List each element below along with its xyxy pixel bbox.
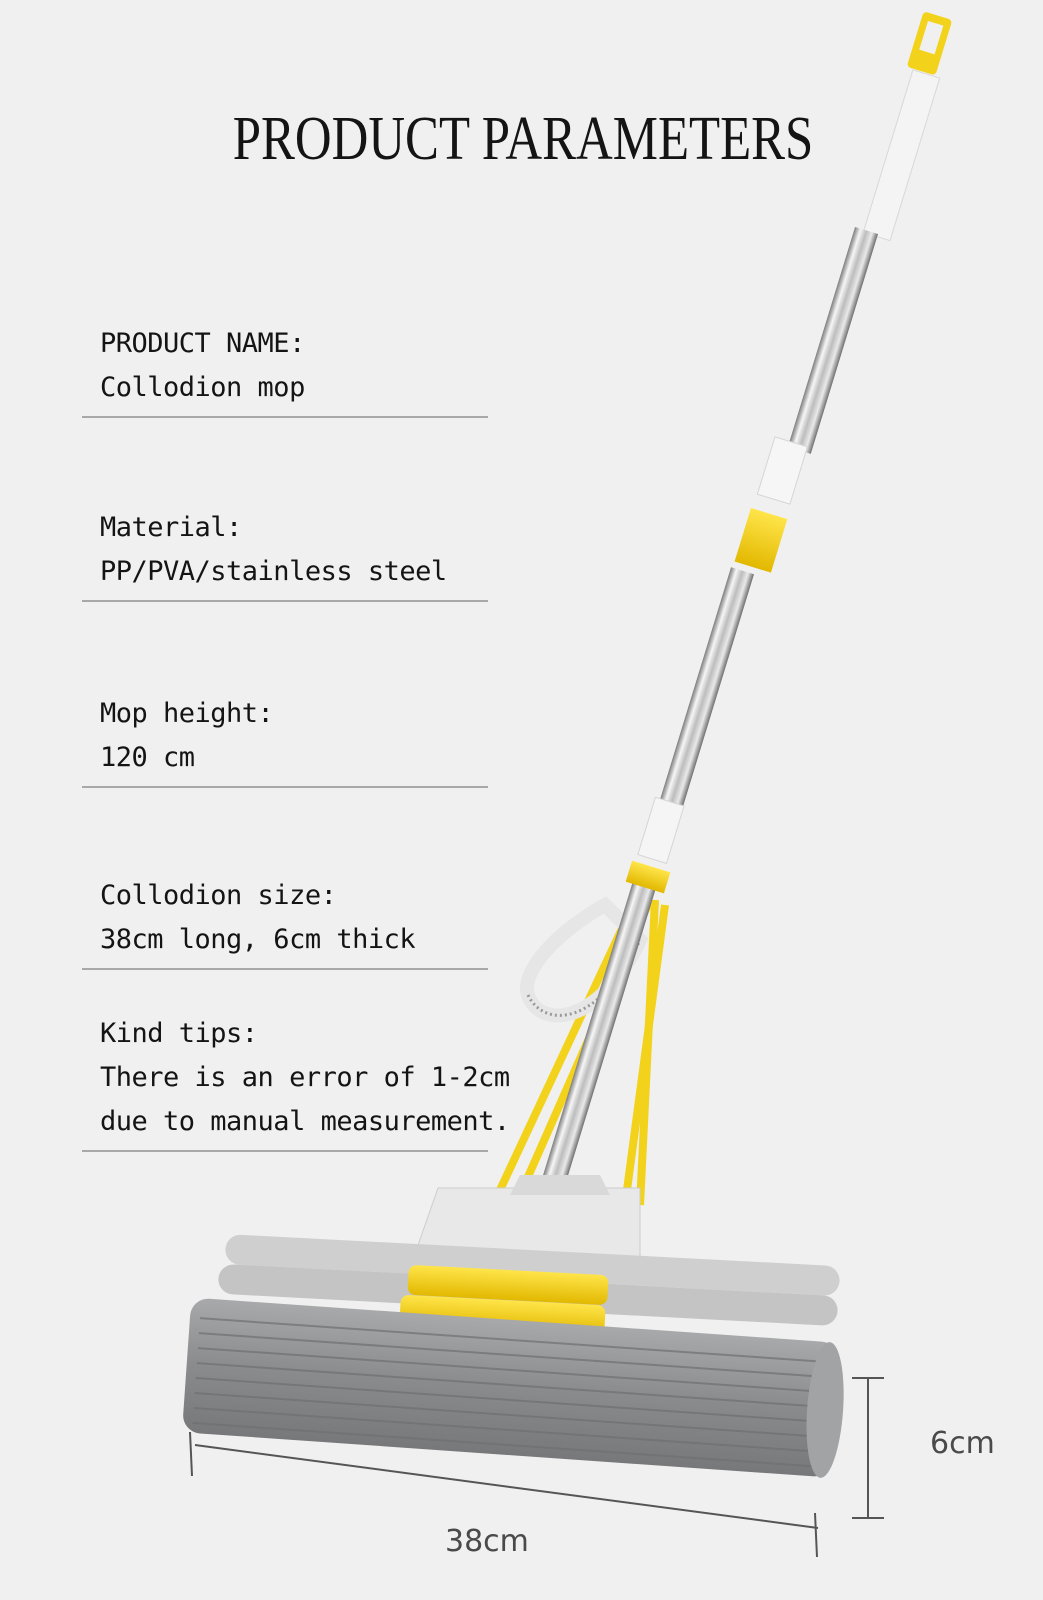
page-title: PRODUCT PARAMETERS: [232, 104, 814, 173]
divider: [82, 1150, 488, 1152]
sponge-head: [182, 1298, 848, 1480]
param-value: Collodion mop: [100, 372, 305, 403]
param-value: 120 cm: [100, 742, 195, 773]
divider: [82, 786, 488, 788]
param-value-line2: due to manual measurement.: [100, 1106, 510, 1137]
param-label: PRODUCT NAME:: [100, 328, 305, 359]
divider: [82, 968, 488, 970]
thickness-dimension-line: [852, 1378, 884, 1518]
param-label: Material:: [100, 512, 242, 543]
handle-hook: [907, 11, 953, 75]
divider: [82, 600, 488, 602]
divider: [82, 416, 488, 418]
param-collodion-size: [82, 874, 488, 970]
param-value: There is an error of 1-2cm: [100, 1062, 510, 1093]
param-material: [82, 506, 488, 602]
length-label: 38cm: [445, 1524, 529, 1559]
param-label: Collodion size:: [100, 880, 337, 911]
param-product-name: [82, 322, 488, 418]
param-value: PP/PVA/stainless steel: [100, 556, 447, 587]
param-value: 38cm long, 6cm thick: [100, 924, 416, 955]
param-label: Kind tips:: [100, 1018, 258, 1049]
thickness-label: 6cm: [930, 1426, 995, 1461]
param-label: Mop height:: [100, 698, 274, 729]
param-kind-tips: [82, 1012, 510, 1152]
param-mop-height: [82, 692, 488, 788]
